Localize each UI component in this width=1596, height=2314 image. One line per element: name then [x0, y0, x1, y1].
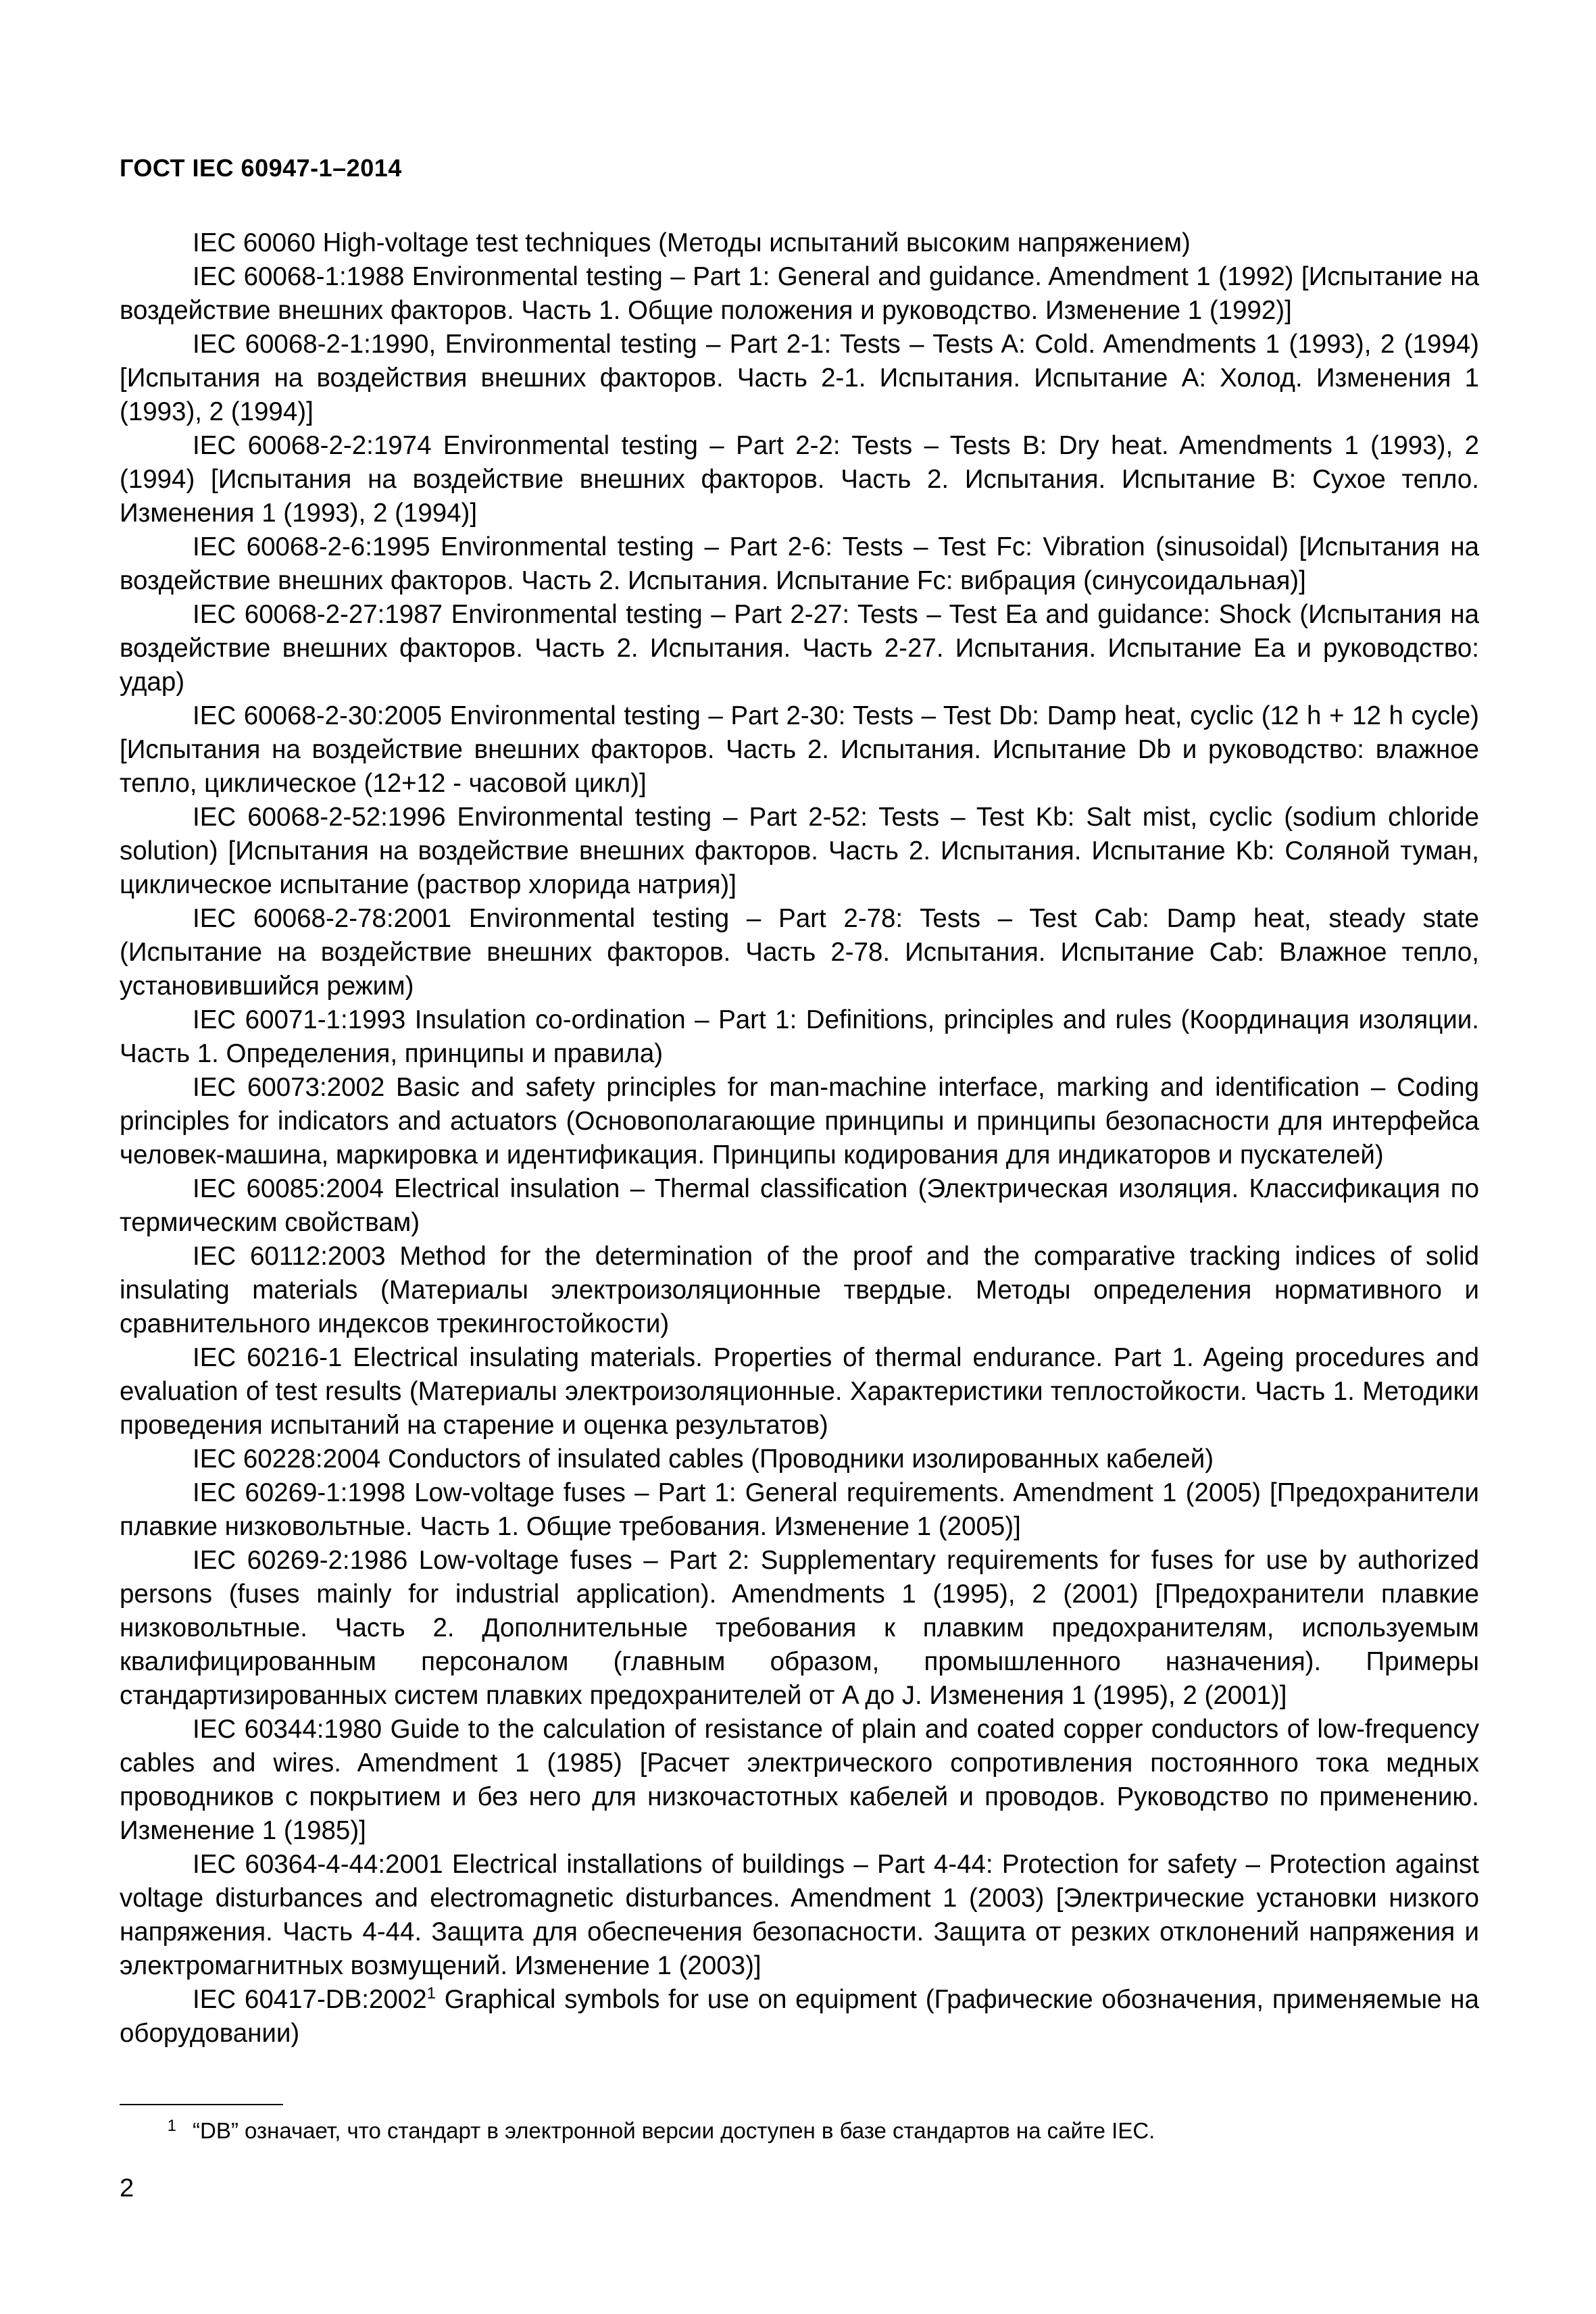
reference-entry: IEC 60085:2004 Electrical insulation – Thermal classification (Электрическая изоляция. Классификация по термическим свойствам) — [120, 1174, 1479, 1237]
reference-entry: IEC 60344:1980 Guide to the calculation of resistance of plain and coated copper conductors of low-frequency cables and wires. Amendment 1 (1985) [Расчет электрического сопротивления постоянного тока медных проводников с покрытием и без него для низкочастотных кабелей и проводов. Руководство по применению. Изменение 1 (1985)] — [120, 1715, 1479, 1845]
reference-entry: IEC 60068-2-52:1996 Environmental testing – Part 2-52: Tests – Test Kb: Salt mist, cyclic (sodium chloride solution) [Испытания на воздействие внешних факторов. Часть 2. Испытания. Испытание Kb: Соляной туман, циклическое испытание (раствор хлорида натрия)] — [120, 803, 1479, 899]
reference-code: IEC 60417-DB:2002 — [193, 1985, 427, 2014]
reference-entry-with-footnote — [120, 1983, 1479, 2051]
footnote-reference-mark: 1 — [426, 1984, 436, 2003]
reference-entry: IEC 60068-2-1:1990, Environmental testing – Part 2-1: Tests – Tests A: Cold. Amendments 1 (1993), 2 (1994) [Испытания на воздействия внешних факторов. Часть 2-1. Испытания. Испытание A: Холод. Изменения 1 (1993), 2 (1994)] — [120, 330, 1479, 426]
reference-entry: IEC 60060 High-voltage test techniques (Методы испытаний высоким напряжением) — [193, 228, 1191, 257]
reference-entry: IEC 60073:2002 Basic and safety principles for man-machine interface, marking and identification – Coding principles for indicators and actuators (Основополагающие принципы и принципы безопасности для интерфейса человек-машина, маркировка и идентификация. Принципы кодирования для индикаторов и пускателей) — [120, 1073, 1479, 1169]
reference-entry: IEC 60216-1 Electrical insulating materials. Properties of thermal endurance. Part 1. Ageing procedures and evaluation of test results (Материалы электроизоляционные. Характеристики теплостойкости. Часть 1. Методики проведения испытаний на старение и оценка результатов) — [120, 1343, 1479, 1440]
footnote-text: “DB” означает, что стандарт в электронной версии доступен в базе стандартов на сайте IEC. — [193, 2118, 1155, 2143]
reference-entry: IEC 60364-4-44:2001 Electrical installations of buildings – Part 4-44: Protection for safety – Protection against voltage disturbances and electromagnetic disturbances. Amendment 1 (2003) [Электрические установки низкого напряжения. Часть 4-44. Защита для обеспечения безопасности. Защита от резких отклонений напряжения и электромагнитных возмущений. Изменение 1 (2003)] — [120, 1850, 1479, 1980]
reference-entry: IEC 60068-2-78:2001 Environmental testing – Part 2-78: Tests – Test Cab: Damp heat, steady state (Испытание на воздействие внешних факторов. Часть 2-78. Испытания. Испытание Cab: Влажное тепло, установившийся режим) — [120, 904, 1479, 1001]
reference-entry: IEC 60269-2:1986 Low-voltage fuses – Part 2: Supplementary requirements for fuses for use by authorized persons (fuses mainly for industrial application). Amendments 1 (1995), 2 (2001) [Предохранители плавкие низковольтные. Часть 2. Дополнительные требования к плавким предохранителям, используемым квалифицированным персоналом (главным образом, промышленного назначения). Примеры стандартизированных систем плавких предохранителей от A до J. Изменения 1 (1995), 2 (2001)] — [120, 1546, 1479, 1710]
reference-entry: IEC 60068-2-27:1987 Environmental testing – Part 2-27: Tests – Test Ea and guidance: Shock (Испытания на воздействие внешних факторов. Часть 2. Испытания. Часть 2-27. Испытания. Испытание Ea и руководство: удар) — [120, 600, 1479, 697]
reference-entry: IEC 60269-1:1998 Low-voltage fuses – Part 1: General requirements. Amendment 1 (2005) [Предохранители плавкие низковольтные. Часть 1. Общие требования. Изменение 1 (2005)] — [120, 1478, 1479, 1541]
reference-entry: IEC 60228:2004 Conductors of insulated cables (Проводники изолированных кабелей) — [193, 1444, 1214, 1474]
reference-entry: IEC 60068-2-2:1974 Environmental testing – Part 2-2: Tests – Tests B: Dry heat. Amendments 1 (1993), 2 (1994) [Испытания на воздействие внешних факторов. Часть 2. Испытания. Испытание B: Сухое тепло. Изменения 1 (1993), 2 (1994)] — [120, 431, 1479, 528]
footnote-separator — [120, 2104, 283, 2105]
reference-entry: IEC 60068-2-30:2005 Environmental testing – Part 2-30: Tests – Test Db: Damp heat, cyclic (12 h + 12 h cycle) [Испытания на воздействие внешних факторов. Часть 2. Испытания. Испытание Db и руководство: влажное тепло, циклическое (12+12 - часовой цикл)] — [120, 701, 1479, 798]
reference-entry: IEC 60068-1:1988 Environmental testing – Part 1: General and guidance. Amendment 1 (1992) [Испытание на воздействие внешних факторов. Часть 1. Общие положения и руководство. Изменение 1 (1992)] — [120, 262, 1479, 325]
reference-entry: IEC 60071-1:1993 Insulation co-ordination – Part 1: Definitions, principles and rules (Координация изоляции. Часть 1. Определения, принципы и правила) — [120, 1005, 1479, 1068]
page-number: 2 — [120, 2174, 134, 2203]
reference-entry: IEC 60112:2003 Method for the determination of the proof and the comparative tracking indices of solid insulating materials (Материалы электроизоляционные твердые. Методы определения нормативного и сравнительного индексов трекингостойкости) — [120, 1242, 1479, 1338]
reference-title: Graphical symbols for use on equipment (Графические обозначения, применяемые на оборудовании) — [120, 1985, 1479, 2048]
reference-entry: IEC 60068-2-6:1995 Environmental testing – Part 2-6: Tests – Test Fc: Vibration (sinusoidal) [Испытания на воздействие внешних факторов. Часть 2. Испытания. Испытание Fc: вибрация (синусоидальная)] — [120, 532, 1479, 595]
page-header-standard-id: ГОСТ IEC 60947-1–2014 — [120, 154, 402, 182]
footnote — [120, 2116, 1479, 2146]
references-list — [120, 226, 1479, 2051]
footnote-mark: 1 — [167, 2117, 176, 2135]
